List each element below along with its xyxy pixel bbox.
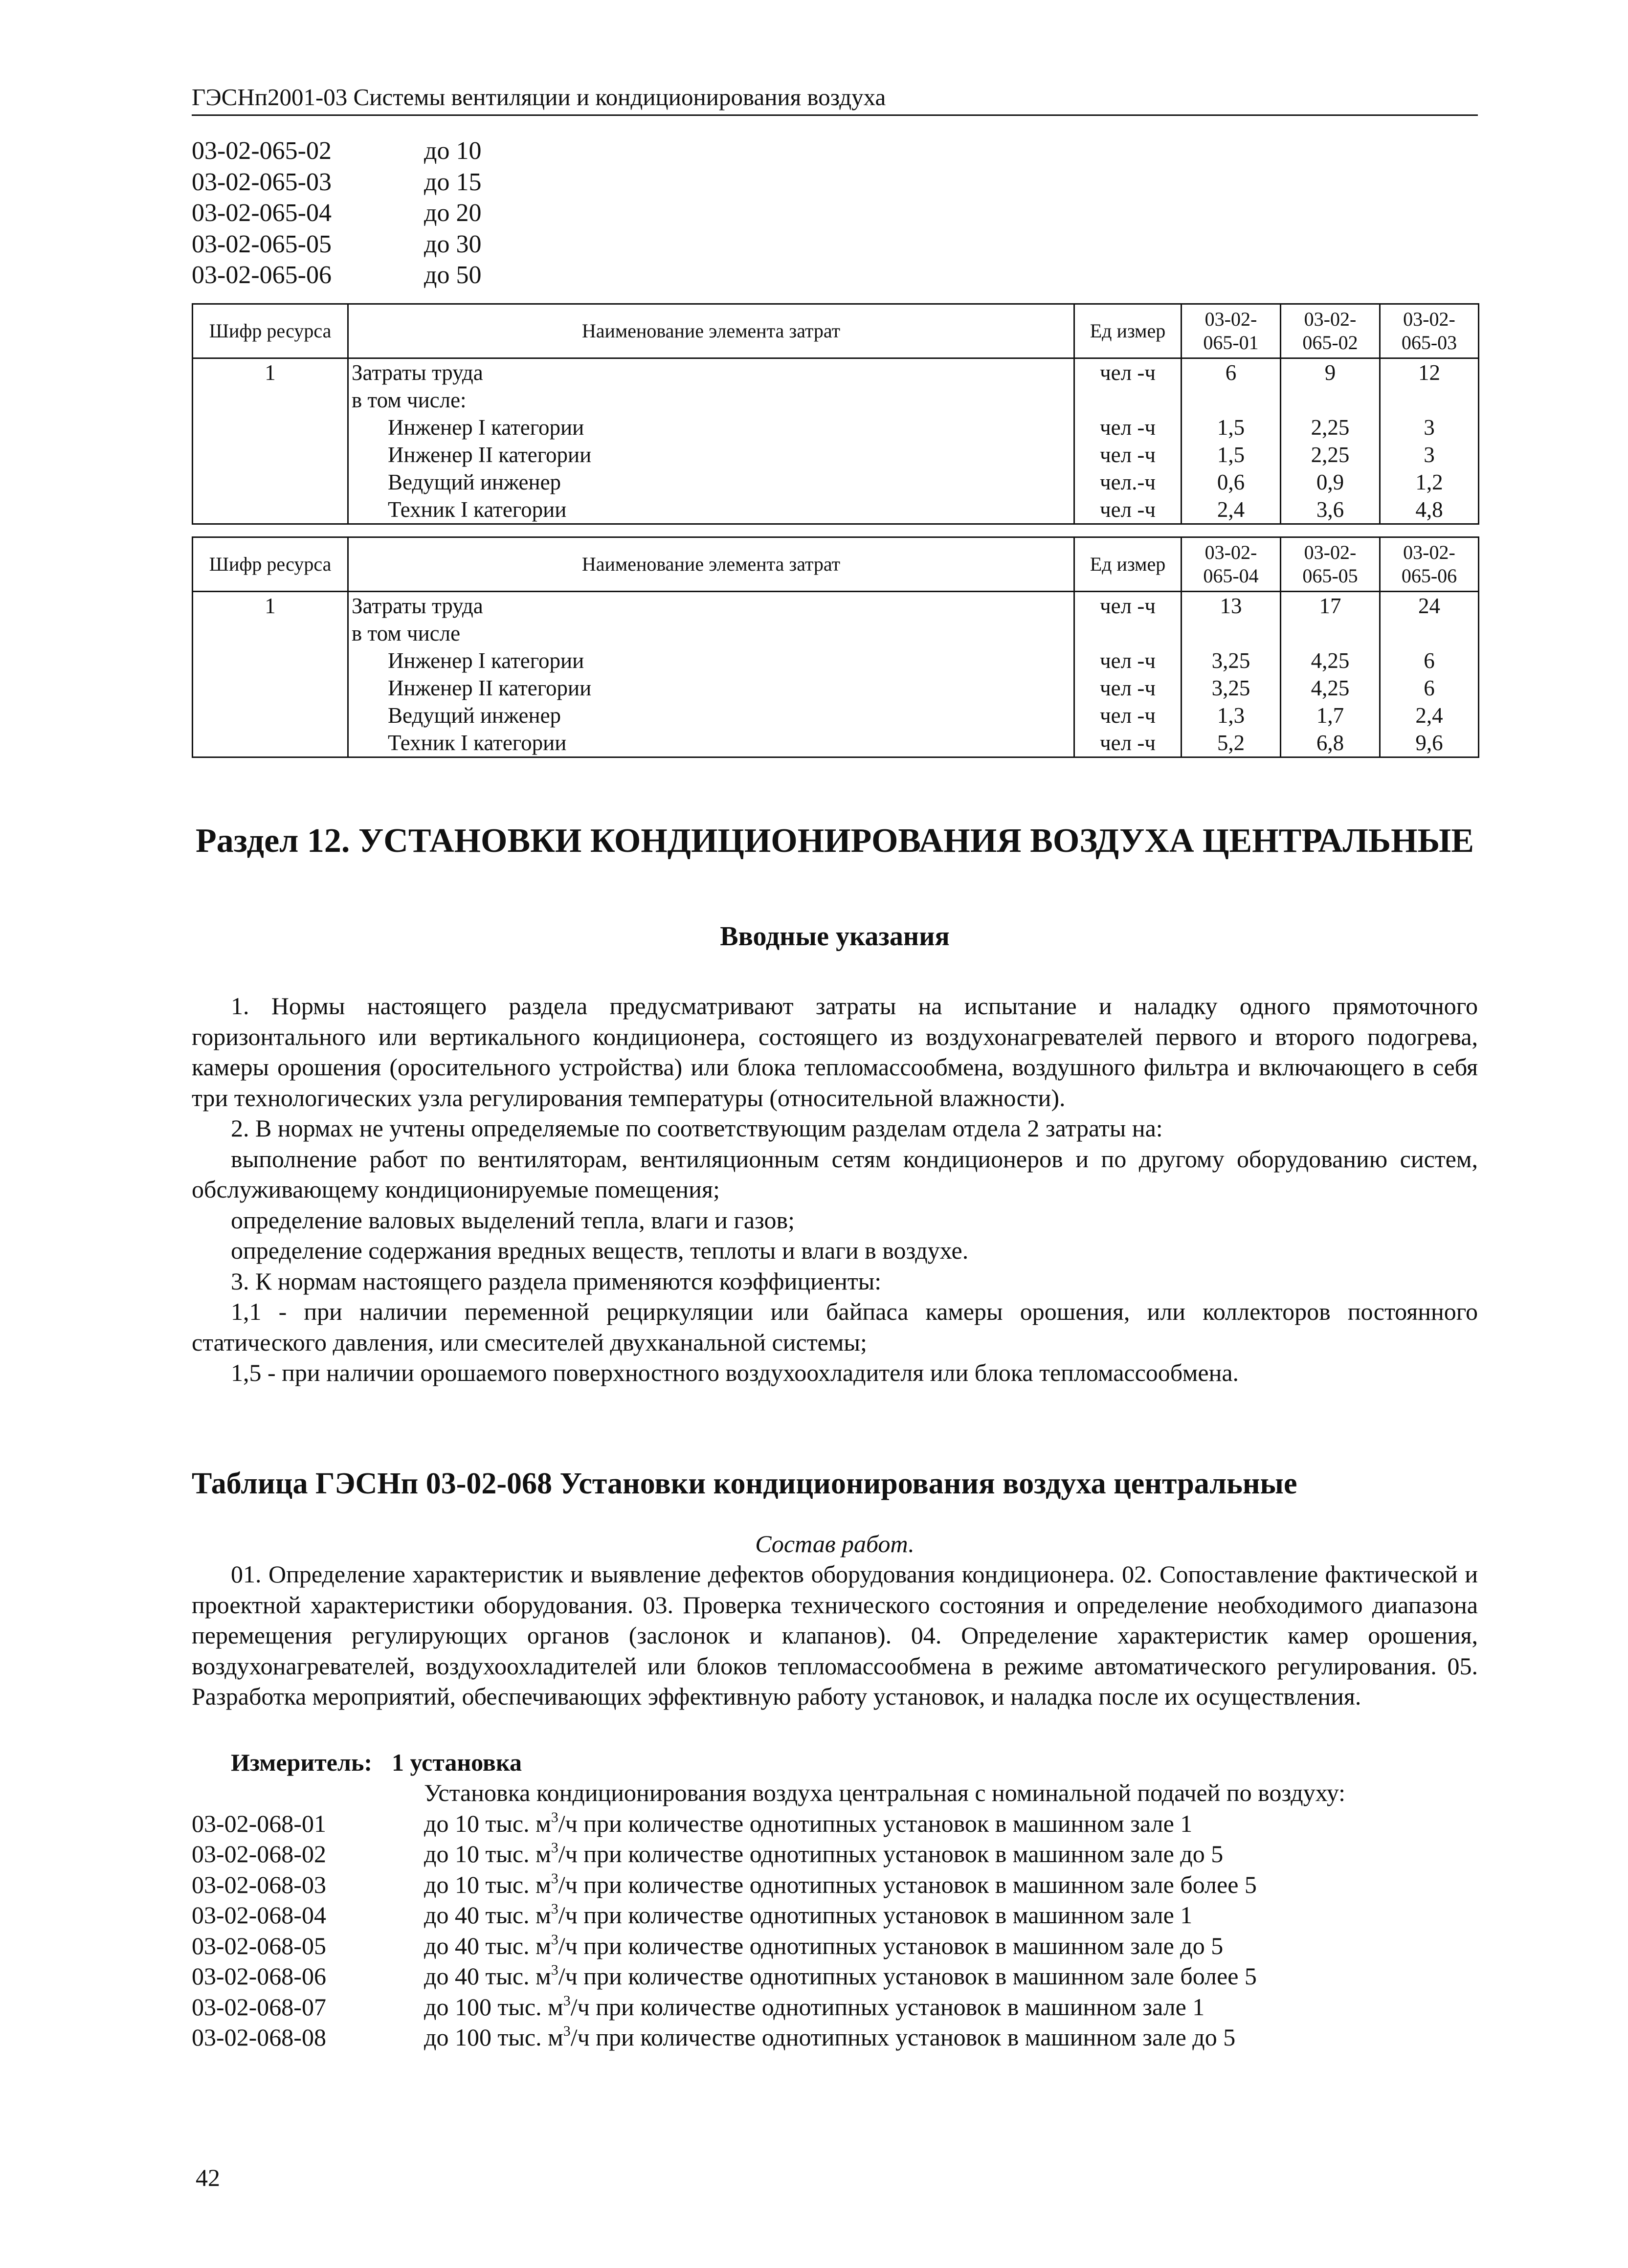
installation-description xyxy=(424,1931,1223,1961)
cell-value xyxy=(1182,386,1281,414)
installation-item xyxy=(192,1839,1478,1869)
desc-prefix: до 100 тыс. м xyxy=(424,2023,563,2051)
cell-value: 1,7 xyxy=(1281,702,1380,729)
cell-cipher xyxy=(193,674,348,702)
range: до 20 xyxy=(424,199,482,227)
cell-value: 17 xyxy=(1281,592,1380,620)
desc-prefix: до 10 тыс. м xyxy=(424,1840,551,1868)
cell-unit: чел -ч xyxy=(1074,592,1182,620)
desc-prefix: до 40 тыс. м xyxy=(424,1962,551,1990)
desc-suffix: /ч при количестве однотипных установок в машинном зале более 5 xyxy=(558,1870,1257,1898)
cell-unit: чел -ч xyxy=(1074,441,1182,468)
desc-suffix: /ч при количестве однотипных установок в машинном зале 1 xyxy=(570,1993,1205,2021)
installation-description xyxy=(424,1839,1223,1869)
work-composition xyxy=(192,1559,1478,1712)
section-subtitle: Вводные указания xyxy=(720,921,950,952)
cell-value: 9,6 xyxy=(1380,729,1479,757)
installation-item xyxy=(192,1808,1478,1839)
paragraph: 1. Нормы настоящего раздела предусматривают затраты на испытание и наладку одного прямоточного горизонтального или вертикального кондиционера, состоящего из воздухонагревателей первого и второго подогрева, камеры орошения (оросительного устройства) или блока тепломассообмена, воздушного фильтра и включающего в себя три технологических узла регулирования температуры (относительной влажности). xyxy=(192,992,1478,1112)
paragraph: 1,1 - при наличии переменной рециркуляции или байпаса камеры орошения, или коллекторов постоянного статического давления, или смесителей двухканальной системы; xyxy=(192,1298,1478,1356)
desc-prefix: до 40 тыс. м xyxy=(424,1901,551,1929)
cell-name: Инженер I категории xyxy=(348,647,1074,674)
cell-value: 6,8 xyxy=(1281,729,1380,757)
cell-name: в том числе xyxy=(348,620,1074,647)
desc-suffix: /ч при количестве однотипных установок в машинном зале более 5 xyxy=(558,1962,1257,1990)
installation-code: 03-02-068-03 xyxy=(192,1870,326,1898)
installation-item xyxy=(192,2022,1478,2053)
installation-list xyxy=(192,1778,1478,2053)
installation-intro: Установка кондиционирования воздуха центральная с номинальной подачей по воздуху: xyxy=(424,1779,1346,1806)
paragraph: определение валовых выделений тепла, влаги и газов; xyxy=(231,1206,795,1234)
unit-exponent: 3 xyxy=(551,1901,558,1917)
range: до 30 xyxy=(424,230,482,258)
col-norm: 03-02- 065-03 xyxy=(1380,304,1479,358)
work-composition-text: 01. Определение характеристик и выявление дефектов оборудования кондиционера. 02. Сопоставление фактической и проектной характеристики оборудования. 03. Проверка технического состояния и определение необходимого диапазона перемещения регулирующих органов (заслонок и клапанов). 04. Определение характеристик камер орошения, воздухонагревателей, воздухоохладителей или блоков тепломассообмена в режиме автоматического регулирования. 05. Разработка мероприятий, обеспечивающих эффективную работу установок, и наладка после их осуществления. xyxy=(192,1560,1478,1710)
code-row xyxy=(192,229,481,260)
col-unit: Ед измер xyxy=(1074,304,1182,358)
cell-cipher xyxy=(193,441,348,468)
cell-unit: чел -ч xyxy=(1074,674,1182,702)
installation-code: 03-02-068-07 xyxy=(192,1993,326,2021)
code-row xyxy=(192,260,481,291)
page-number: 42 xyxy=(196,2164,220,2191)
cell-value xyxy=(1281,386,1380,414)
table-row xyxy=(193,414,1479,441)
cell-cipher: 1 xyxy=(193,592,348,620)
cell-value: 3,25 xyxy=(1182,647,1281,674)
installation-description xyxy=(424,1808,1192,1839)
cell-value: 6 xyxy=(1182,358,1281,387)
cell-name: Затраты труда xyxy=(348,358,1074,387)
code: 03-02-065-04 xyxy=(192,199,332,227)
code-row xyxy=(192,167,481,198)
desc-prefix: до 40 тыс. м xyxy=(424,1932,551,1959)
unit-exponent: 3 xyxy=(551,1840,558,1856)
cell-unit: чел -ч xyxy=(1074,414,1182,441)
cell-name: Ведущий инженер xyxy=(348,468,1074,496)
installation-description xyxy=(424,1869,1257,1900)
installation-code: 03-02-068-05 xyxy=(192,1932,326,1959)
paragraph: определение содержания вредных веществ, теплоты и влаги в воздухе. xyxy=(231,1237,969,1264)
cell-name: Инженер II категории xyxy=(348,674,1074,702)
installation-code: 03-02-068-08 xyxy=(192,2023,326,2051)
cell-unit: чел -ч xyxy=(1074,647,1182,674)
cell-value: 1,3 xyxy=(1182,702,1281,729)
table-row xyxy=(193,441,1479,468)
installation-item xyxy=(192,1869,1478,1900)
unit-exponent: 3 xyxy=(563,1992,571,2009)
installation-item xyxy=(192,1900,1478,1931)
cell-name: Техник I категории xyxy=(348,496,1074,524)
cell-value: 1,5 xyxy=(1182,414,1281,441)
cell-cipher xyxy=(193,496,348,524)
cell-unit: чел -ч xyxy=(1074,702,1182,729)
desc-suffix: /ч при количестве однотипных установок в машинном зале 1 xyxy=(558,1809,1193,1837)
measure-value: 1 установка xyxy=(392,1749,522,1776)
code: 03-02-065-02 xyxy=(192,137,332,165)
cell-cipher xyxy=(193,414,348,441)
cell-value: 0,9 xyxy=(1281,468,1380,496)
col-norm: 03-02- 065-01 xyxy=(1182,304,1281,358)
installation-description xyxy=(424,2022,1235,2053)
cell-value: 5,2 xyxy=(1182,729,1281,757)
table-header-row xyxy=(193,304,1479,358)
cell-value: 3 xyxy=(1380,414,1479,441)
cell-cipher xyxy=(193,702,348,729)
table-row xyxy=(193,729,1479,757)
cell-value: 3,6 xyxy=(1281,496,1380,524)
unit-exponent: 3 xyxy=(563,2023,571,2039)
table-row xyxy=(193,496,1479,524)
measure xyxy=(231,1747,522,1778)
paragraph: 2. В нормах не учтены определяемые по соответствующим разделам отдела 2 затраты на: xyxy=(231,1114,1163,1142)
cell-value: 9 xyxy=(1281,358,1380,387)
running-header: ГЭСНп2001-03 Системы вентиляции и кондиционирования воздуха xyxy=(192,82,1478,116)
cell-unit: чел -ч xyxy=(1074,729,1182,757)
installation-description xyxy=(424,1961,1257,1992)
installation-item xyxy=(192,1961,1478,1992)
table-header-row xyxy=(193,537,1479,592)
cell-cipher: 1 xyxy=(193,358,348,387)
cell-value: 2,25 xyxy=(1281,414,1380,441)
col-name: Наименование элемента затрат xyxy=(348,537,1074,592)
cell-value: 6 xyxy=(1380,647,1479,674)
cell-value: 13 xyxy=(1182,592,1281,620)
desc-suffix: /ч при количестве однотипных установок в машинном зале 1 xyxy=(558,1901,1193,1929)
installation-code: 03-02-068-02 xyxy=(192,1840,326,1868)
intro-instructions xyxy=(192,991,1478,1388)
installation-item xyxy=(192,1931,1478,1961)
paragraph: 1,5 - при наличии орошаемого поверхностного воздухоохладителя или блока тепломассообмена. xyxy=(231,1359,1239,1386)
code: 03-02-065-06 xyxy=(192,261,332,289)
measure-label: Измеритель: xyxy=(231,1749,373,1776)
col-norm: 03-02- 065-04 xyxy=(1182,537,1281,592)
top-code-list xyxy=(192,135,481,291)
cell-value: 1,5 xyxy=(1182,441,1281,468)
code: 03-02-065-03 xyxy=(192,168,332,196)
cell-unit: чел.-ч xyxy=(1074,468,1182,496)
col-cipher: Шифр ресурса xyxy=(193,304,348,358)
col-name: Наименование элемента затрат xyxy=(348,304,1074,358)
desc-prefix: до 10 тыс. м xyxy=(424,1809,551,1837)
code-row xyxy=(192,135,481,167)
cell-unit: чел -ч xyxy=(1074,496,1182,524)
cell-name: Инженер I категории xyxy=(348,414,1074,441)
col-norm: 03-02- 065-02 xyxy=(1281,304,1380,358)
cell-cipher xyxy=(193,620,348,647)
col-norm: 03-02- 065-05 xyxy=(1281,537,1380,592)
range: до 15 xyxy=(424,168,482,196)
cell-value: 2,4 xyxy=(1182,496,1281,524)
code: 03-02-065-05 xyxy=(192,230,332,258)
cell-value: 2,4 xyxy=(1380,702,1479,729)
installation-code: 03-02-068-01 xyxy=(192,1809,326,1837)
cell-cipher xyxy=(193,468,348,496)
cell-name: Затраты труда xyxy=(348,592,1074,620)
cell-name: Ведущий инженер xyxy=(348,702,1074,729)
unit-exponent: 3 xyxy=(551,1809,558,1825)
table-row xyxy=(193,468,1479,496)
table-row xyxy=(193,702,1479,729)
cell-value: 12 xyxy=(1380,358,1479,387)
installation-description xyxy=(424,1900,1192,1931)
cell-value: 24 xyxy=(1380,592,1479,620)
col-unit: Ед измер xyxy=(1074,537,1182,592)
cell-value: 6 xyxy=(1380,674,1479,702)
cell-value xyxy=(1380,386,1479,414)
unit-exponent: 3 xyxy=(551,1931,558,1948)
cell-value: 2,25 xyxy=(1281,441,1380,468)
installation-code: 03-02-068-06 xyxy=(192,1962,326,1990)
desc-suffix: /ч при количестве однотипных установок в машинном зале до 5 xyxy=(558,1932,1224,1959)
cell-name: Техник I категории xyxy=(348,729,1074,757)
col-norm: 03-02- 065-06 xyxy=(1380,537,1479,592)
cell-value: 4,25 xyxy=(1281,674,1380,702)
cell-unit xyxy=(1074,386,1182,414)
table-row xyxy=(193,674,1479,702)
cell-cipher xyxy=(193,386,348,414)
cell-value xyxy=(1380,620,1479,647)
cost-table-1 xyxy=(192,303,1479,525)
installation-item xyxy=(192,1992,1478,2023)
unit-exponent: 3 xyxy=(551,1962,558,1978)
paragraph: выполнение работ по вентиляторам, вентиляционным сетям кондиционеров и по другому оборудованию систем, обслуживающему кондиционируемые помещения; xyxy=(192,1145,1478,1203)
cell-unit: чел -ч xyxy=(1074,358,1182,387)
installation-description xyxy=(424,1992,1204,2023)
cell-value: 3 xyxy=(1380,441,1479,468)
paragraph: 3. К нормам настоящего раздела применяются коэффициенты: xyxy=(231,1267,882,1295)
cell-value xyxy=(1182,620,1281,647)
cell-value: 4,25 xyxy=(1281,647,1380,674)
table-row xyxy=(193,358,1479,387)
unit-exponent: 3 xyxy=(551,1870,558,1887)
cell-name: в том числе: xyxy=(348,386,1074,414)
cell-value: 1,2 xyxy=(1380,468,1479,496)
cell-name: Инженер II категории xyxy=(348,441,1074,468)
desc-prefix: до 100 тыс. м xyxy=(424,1993,563,2021)
table-row xyxy=(193,592,1479,620)
table-row xyxy=(193,647,1479,674)
cell-unit xyxy=(1074,620,1182,647)
range: до 10 xyxy=(424,137,482,165)
desc-suffix: /ч при количестве однотипных установок в машинном зале до 5 xyxy=(558,1840,1224,1868)
cost-table-2 xyxy=(192,536,1479,758)
cell-value xyxy=(1281,620,1380,647)
desc-prefix: до 10 тыс. м xyxy=(424,1870,551,1898)
cell-value: 0,6 xyxy=(1182,468,1281,496)
desc-suffix: /ч при количестве однотипных установок в машинном зале до 5 xyxy=(570,2023,1236,2051)
cell-value: 3,25 xyxy=(1182,674,1281,702)
cell-cipher xyxy=(193,647,348,674)
code-row xyxy=(192,198,481,229)
installation-code: 03-02-068-04 xyxy=(192,1901,326,1929)
cell-value: 4,8 xyxy=(1380,496,1479,524)
table-title: Таблица ГЭСНп 03-02-068 Установки кондиционирования воздуха центральные xyxy=(192,1467,1297,1500)
table-row xyxy=(193,386,1479,414)
range: до 50 xyxy=(424,261,482,289)
col-cipher: Шифр ресурса xyxy=(193,537,348,592)
table-row xyxy=(193,620,1479,647)
cell-cipher xyxy=(193,729,348,757)
section-title: Раздел 12. УСТАНОВКИ КОНДИЦИОНИРОВАНИЯ ВОЗДУХА ЦЕНТРАЛЬНЫЕ xyxy=(196,822,1474,860)
work-composition-label: Состав работ. xyxy=(755,1530,914,1557)
